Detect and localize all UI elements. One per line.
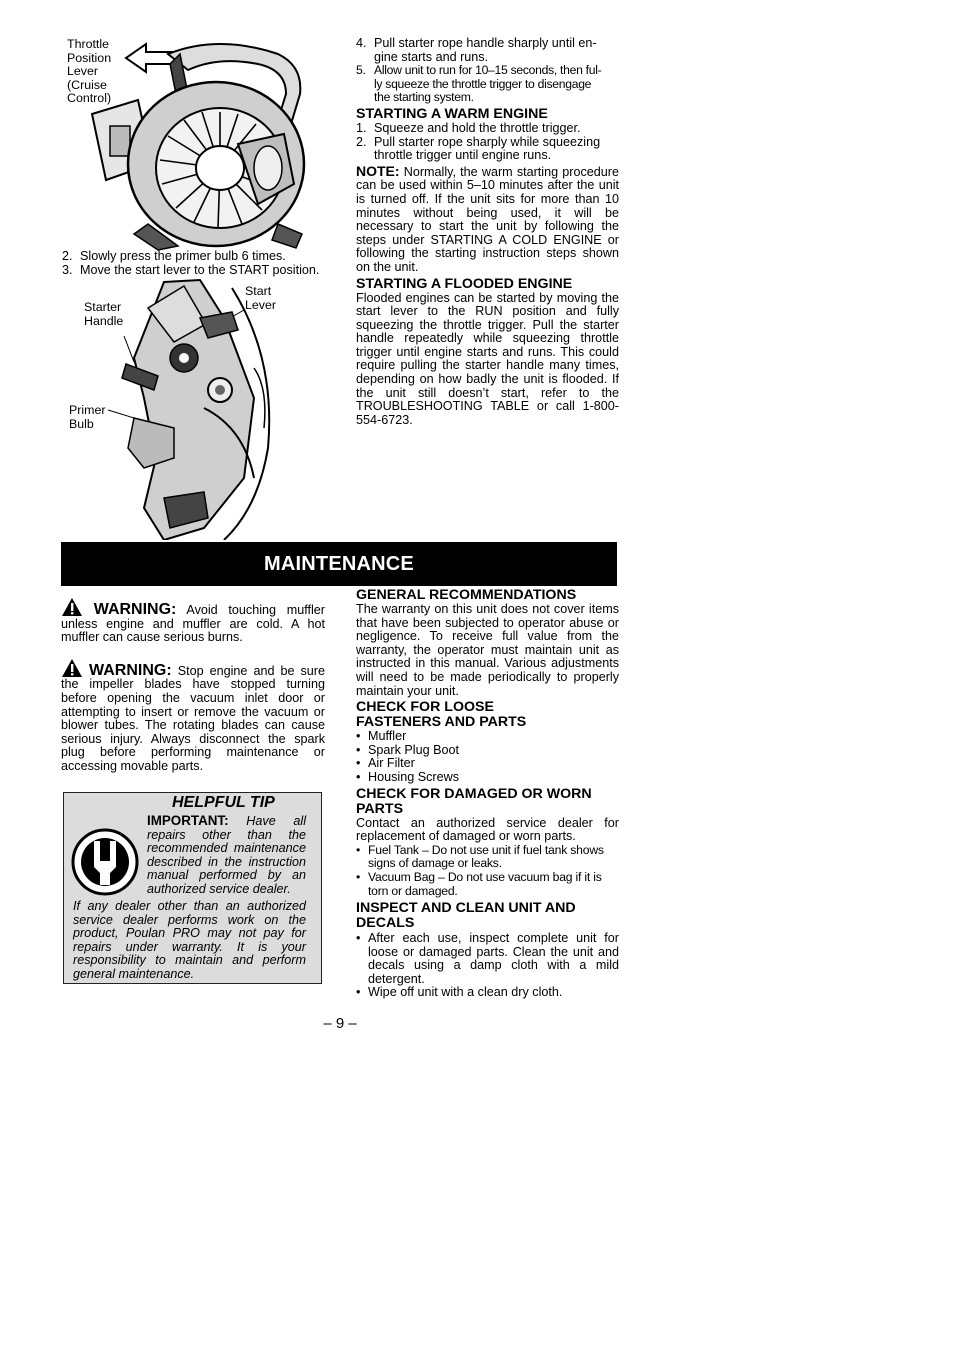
- general-recommendations-text: The warranty on this unit does not cover items that have been subjected to operator abuse or negligence. To receive full value from the warranty, the operator must maintain unit as instructed in this manual. Various adjustments will need to be made periodically to properly maintain your unit.: [356, 602, 619, 698]
- left-column-bottom: [61, 597, 325, 774]
- primer-bulb-label: Primer Bulb: [69, 403, 106, 431]
- list-item: 5. Allow unit to run for 10–15 seconds, then ful- ly squeeze the throttle trigger to disengage the starting system.: [356, 63, 602, 105]
- right-column-top: [356, 37, 619, 427]
- loose-fasteners-heading: CHECK FOR LOOSE FASTENERS AND PARTS: [356, 699, 527, 731]
- blower-throttle-illustration: [88, 34, 318, 252]
- list-item: 4. Pull starter rope handle sharply until en- gine starts and runs.: [356, 36, 597, 64]
- warm-engine-heading: STARTING A WARM ENGINE: [356, 105, 548, 122]
- list-item: • Wipe off unit with a clean dry cloth.: [356, 986, 619, 1000]
- throttle-lever-label: Throttle Position Lever (Cruise Control): [67, 37, 112, 106]
- warm-engine-note: NOTE: Normally, the warm starting procedure can be used within 5–10 minutes after the unit is turned off. If the unit sits for more than 10 minutes without being used, it will be necessary to start the unit by following the steps under STARTING A COLD ENGINE or following the starting instruction steps shown on the unit.: [356, 162, 620, 274]
- list-item: • After each use, inspect complete unit for loose or damaged parts. Clean the unit and decals using a damp cloth with a mild detergent.: [356, 932, 619, 986]
- list-item: 2. Pull starter rope sharply while squeezing throttle trigger until engine runs.: [356, 134, 601, 163]
- list-item: • Spark Plug Boot: [356, 744, 619, 758]
- list-item: • Air Filter: [356, 757, 619, 771]
- list-item: 3. Move the start lever to the START position.: [62, 262, 320, 277]
- helpful-tip-important: IMPORTANT: Have all repairs other than the recommended maintenance described in the instruction manual performed by an authorized service dealer.: [147, 813, 307, 896]
- damaged-parts-heading: CHECK FOR DAMAGED OR WORN PARTS: [356, 785, 592, 817]
- list-item: • Vacuum Bag – Do not use vacuum bag if it is torn or damaged.: [356, 871, 619, 898]
- warning-triangle-icon: [61, 658, 83, 678]
- helpful-tip-title: HELPFUL TIP: [172, 794, 275, 811]
- list-item: 1. Squeeze and hold the throttle trigger.: [356, 120, 581, 135]
- loose-fasteners-list: [356, 730, 619, 784]
- list-item: • Fuel Tank – Do not use unit if fuel tank shows signs of damage or leaks.: [356, 844, 619, 871]
- inspect-clean-heading: INSPECT AND CLEAN UNIT AND DECALS: [356, 900, 576, 932]
- cold-start-steps-2-3: [62, 250, 332, 277]
- warning-muffler: WARNING: Avoid touching muffler unless engine and muffler are cold. A hot muffler can cause serious burns.: [61, 597, 325, 645]
- start-lever-label: Start Lever: [245, 284, 276, 312]
- flooded-engine-heading: STARTING A FLOODED ENGINE: [356, 275, 573, 292]
- inspect-clean-list: [356, 932, 619, 1000]
- warm-engine-steps: [356, 122, 619, 163]
- maintenance-banner: MAINTENANCE: [61, 542, 617, 586]
- helpful-tip-box: [63, 792, 322, 984]
- warning-impeller: WARNING: Stop engine and be sure the impeller blades have stopped turning before opening the vacuum inlet door or attempting to insert or remove the vacuum or blower tubes. The rotating blades can cause serious injury. Always disconnect the spark plug before performing maintenance or accessing movable parts.: [61, 658, 325, 774]
- list-item: • Muffler: [356, 730, 619, 744]
- general-recommendations-heading: GENERAL RECOMMENDATIONS: [356, 587, 577, 603]
- damaged-parts-list: [356, 844, 619, 898]
- list-item: • Housing Screws: [356, 771, 619, 785]
- page-number: – 9 –: [323, 1015, 357, 1032]
- flooded-engine-text: Flooded engines can be started by moving the start lever to the RUN position and fully squeezing the throttle trigger. Pull the starter handle repeatedly while squeezing throttle trigger until engine starts and runs. This could require pulling the starter handle many times, depending on how badly the unit is flooded. If the unit still doesn’t start, refer to the TROUBLESHOOTING TABLE or call 1-800-554-6723.: [356, 290, 619, 427]
- helpful-tip-text: If any dealer other than an authorized service dealer performs work on the product, Poulan PRO may not pay for repairs under warranty. It is your responsibility to maintain and perform general maintenance.: [73, 899, 306, 981]
- right-column-bottom: [356, 588, 619, 1000]
- cold-start-steps-4-5: [356, 37, 619, 105]
- wrench-icon: [70, 827, 140, 897]
- list-item: 2. Slowly press the primer bulb 6 times.: [62, 249, 286, 263]
- starter-primer-illustration: [104, 278, 276, 540]
- warning-triangle-icon: [61, 597, 83, 617]
- damaged-parts-text: Contact an authorized service dealer for replacement of damaged or worn parts.: [356, 815, 619, 844]
- starter-handle-label: Starter Handle: [84, 300, 124, 328]
